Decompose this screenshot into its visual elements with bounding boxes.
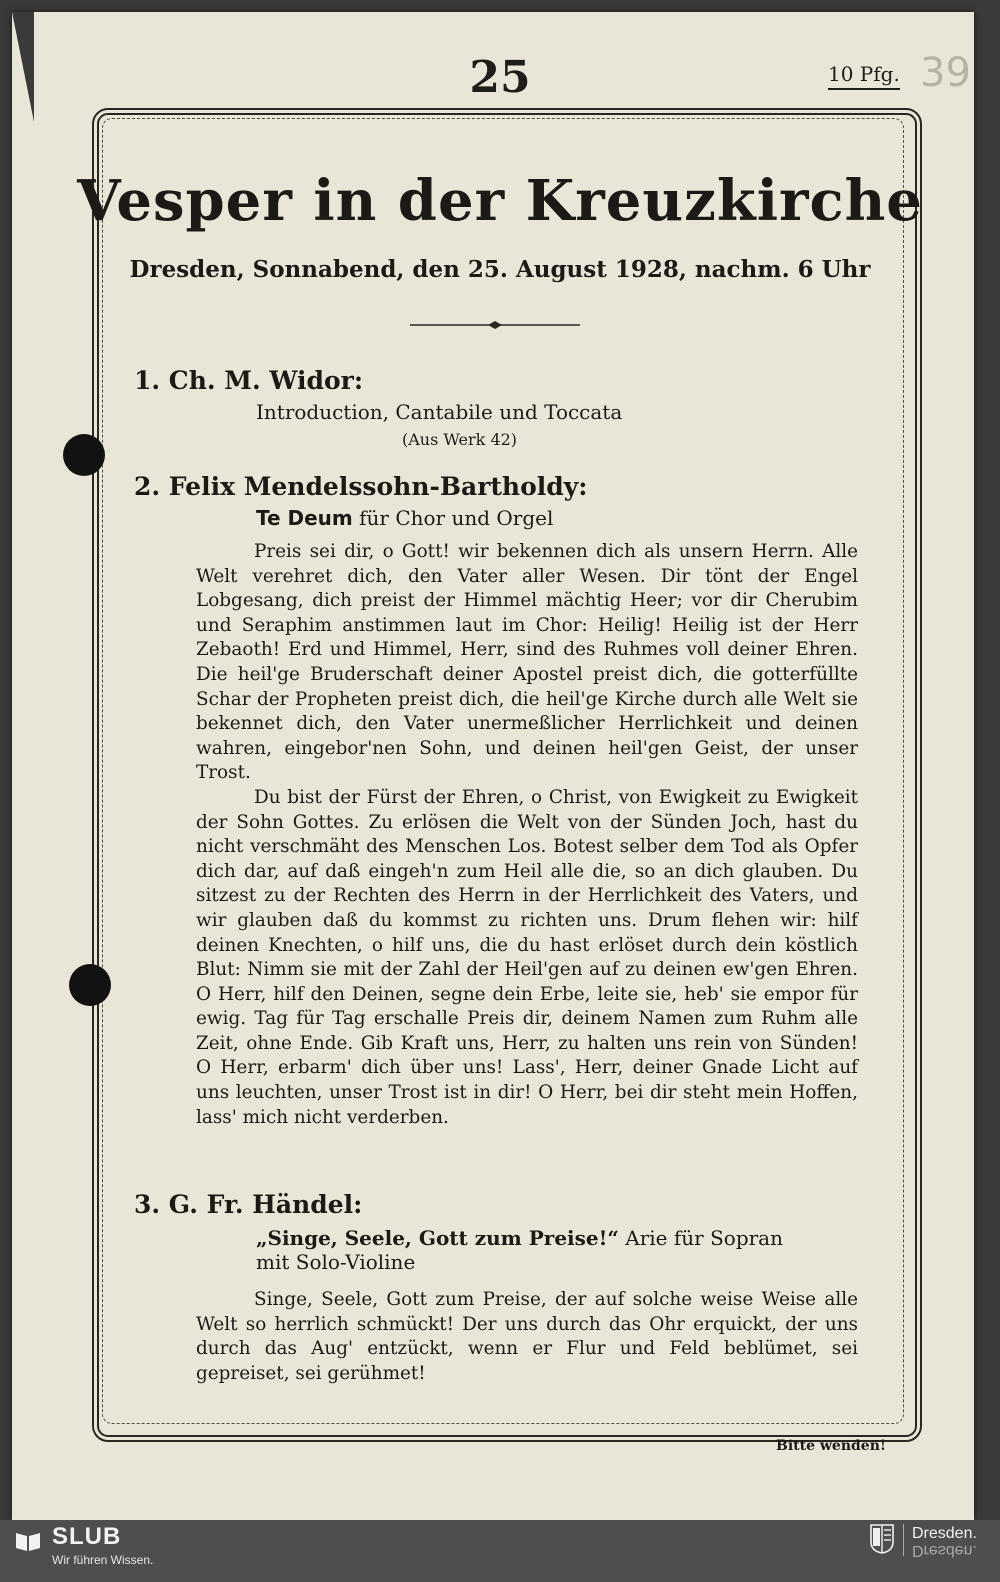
te-deum-paragraph-1: Preis sei dir, o Gott! wir bekennen dich als unsern Herrn. Alle Welt verehret dich, den Vater aller Wesen. Dir tönt der Engel Lobgesang, dich preist der Himmel mächtig Heer; vor dir Cherubim und Seraphim anstimmen laut im Chor: Heilig! Heilig ist der Herr Zebaoth! Erd und Himmel, Herr, sind des Ruhmes voll deiner Ehren. Die heil'ge Bruderschaft deiner Apostel preist dich, die gotterfüllte Schar der Propheten preist dich, die heil'ge Kirche durch alle Welt sie bekennet dich, den Vater unermeßlicher Herrlichkeit und deinen wahren, eingebor'nen Sohn, und deinen heil'gen Geist, der unser Trost. <box>196 541 858 784</box>
city-label[interactable]: Dresden. <box>912 1525 977 1542</box>
page-number: 25 <box>469 52 531 103</box>
library-name[interactable]: SLUB <box>52 1523 122 1550</box>
city-label-reflection: Dresden. <box>912 1542 977 1559</box>
work-title-aria-line-2: mit Solo-Violine <box>256 1250 416 1274</box>
work-title-bold: „Singe, Seele, Gott zum Preise!“ <box>256 1226 619 1250</box>
program-title: Vesper in der Kreuzkirche <box>77 168 923 234</box>
opus-note: (Aus Werk 42) <box>402 430 518 449</box>
price-label: 10 Pfg. <box>828 62 900 90</box>
work-title-rest: Arie für Sopran <box>618 1226 783 1250</box>
footer-separator <box>903 1524 904 1556</box>
work-title-bold: Te Deum <box>256 506 353 530</box>
composer-mendelssohn: 2. Felix Mendelssohn-Bartholdy: <box>134 472 588 501</box>
viewer-footer <box>0 1520 1000 1582</box>
te-deum-paragraph-2: Du bist der Fürst der Ehren, o Christ, von Ewigkeit zu Ewigkeit der Sohn Gottes. Zu erlösen die Welt von der Sünden Joch, hast du nicht verschmäht des Menschen Los. Botest selber dem Tod als Opfer dich dar, auf daß eingeh'n zum Heil alle die, so an dich glauben. Du sitzest zu der Rechten des Herrn in der Herrlichkeit des Vaters, und wir glauben daß du kommst zu richten uns. Drum flehen wir: hilf deinen Knechten, o hilf uns, die du hast erlöset durch dein köstlich Blut: Nimm sie mit der Zahl der Heil'gen auf zu deinen ew'gen Ehren. O Herr, hilf den Deinen, segne dein Erbe, leite sie, heb' sie empor für ewig. Tag für Tag erschalle Preis dir, deinem Namen zum Ruhm alle Zeit, ohne Ende. Gib Kraft uns, Herr, zu halten uns rein von Sünden! O Herr, erbarm' dich über uns! Lass', Herr, deiner Gnade Licht auf uns leuchten, unser Trost ist in dir! O Herr, bei dir steht mein Hoffen, lass' mich nicht verderben. <box>196 786 858 1128</box>
composer-haendel: 3. G. Fr. Händel: <box>134 1190 363 1219</box>
work-title-widor: Introduction, Cantabile und Toccata <box>256 400 623 424</box>
aria-text <box>196 1288 858 1386</box>
punch-hole-icon <box>63 434 105 476</box>
composer-widor: 1. Ch. M. Widor: <box>134 366 364 395</box>
work-title-rest: für Chor und Orgel <box>352 506 554 530</box>
work-title-aria <box>256 1226 783 1250</box>
dresden-coat-of-arms-icon <box>870 1524 894 1554</box>
program-subtitle: Dresden, Sonnabend, den 25. August 1928, nachm. 6 Uhr <box>129 256 871 283</box>
page-turn-note: Bitte wenden! <box>776 1438 887 1454</box>
pencil-note: 39 <box>920 50 971 96</box>
slub-book-icon <box>14 1530 42 1552</box>
aria-paragraph-1: Singe, Seele, Gott zum Preise, der auf solche weise Weise alle Welt so herrlich schmückt! Der uns durch das Ohr erquickt, der uns durch das Aug' entzückt, wenn er Flur und Feld beblümet, sei gepreiset, sei gerühmet! <box>196 1289 858 1384</box>
punch-hole-icon <box>69 964 111 1006</box>
library-tagline: Wir führen Wissen. <box>52 1553 154 1567</box>
work-title-te-deum <box>256 506 553 530</box>
te-deum-text <box>196 540 858 1130</box>
ornament-divider-icon <box>410 320 580 330</box>
